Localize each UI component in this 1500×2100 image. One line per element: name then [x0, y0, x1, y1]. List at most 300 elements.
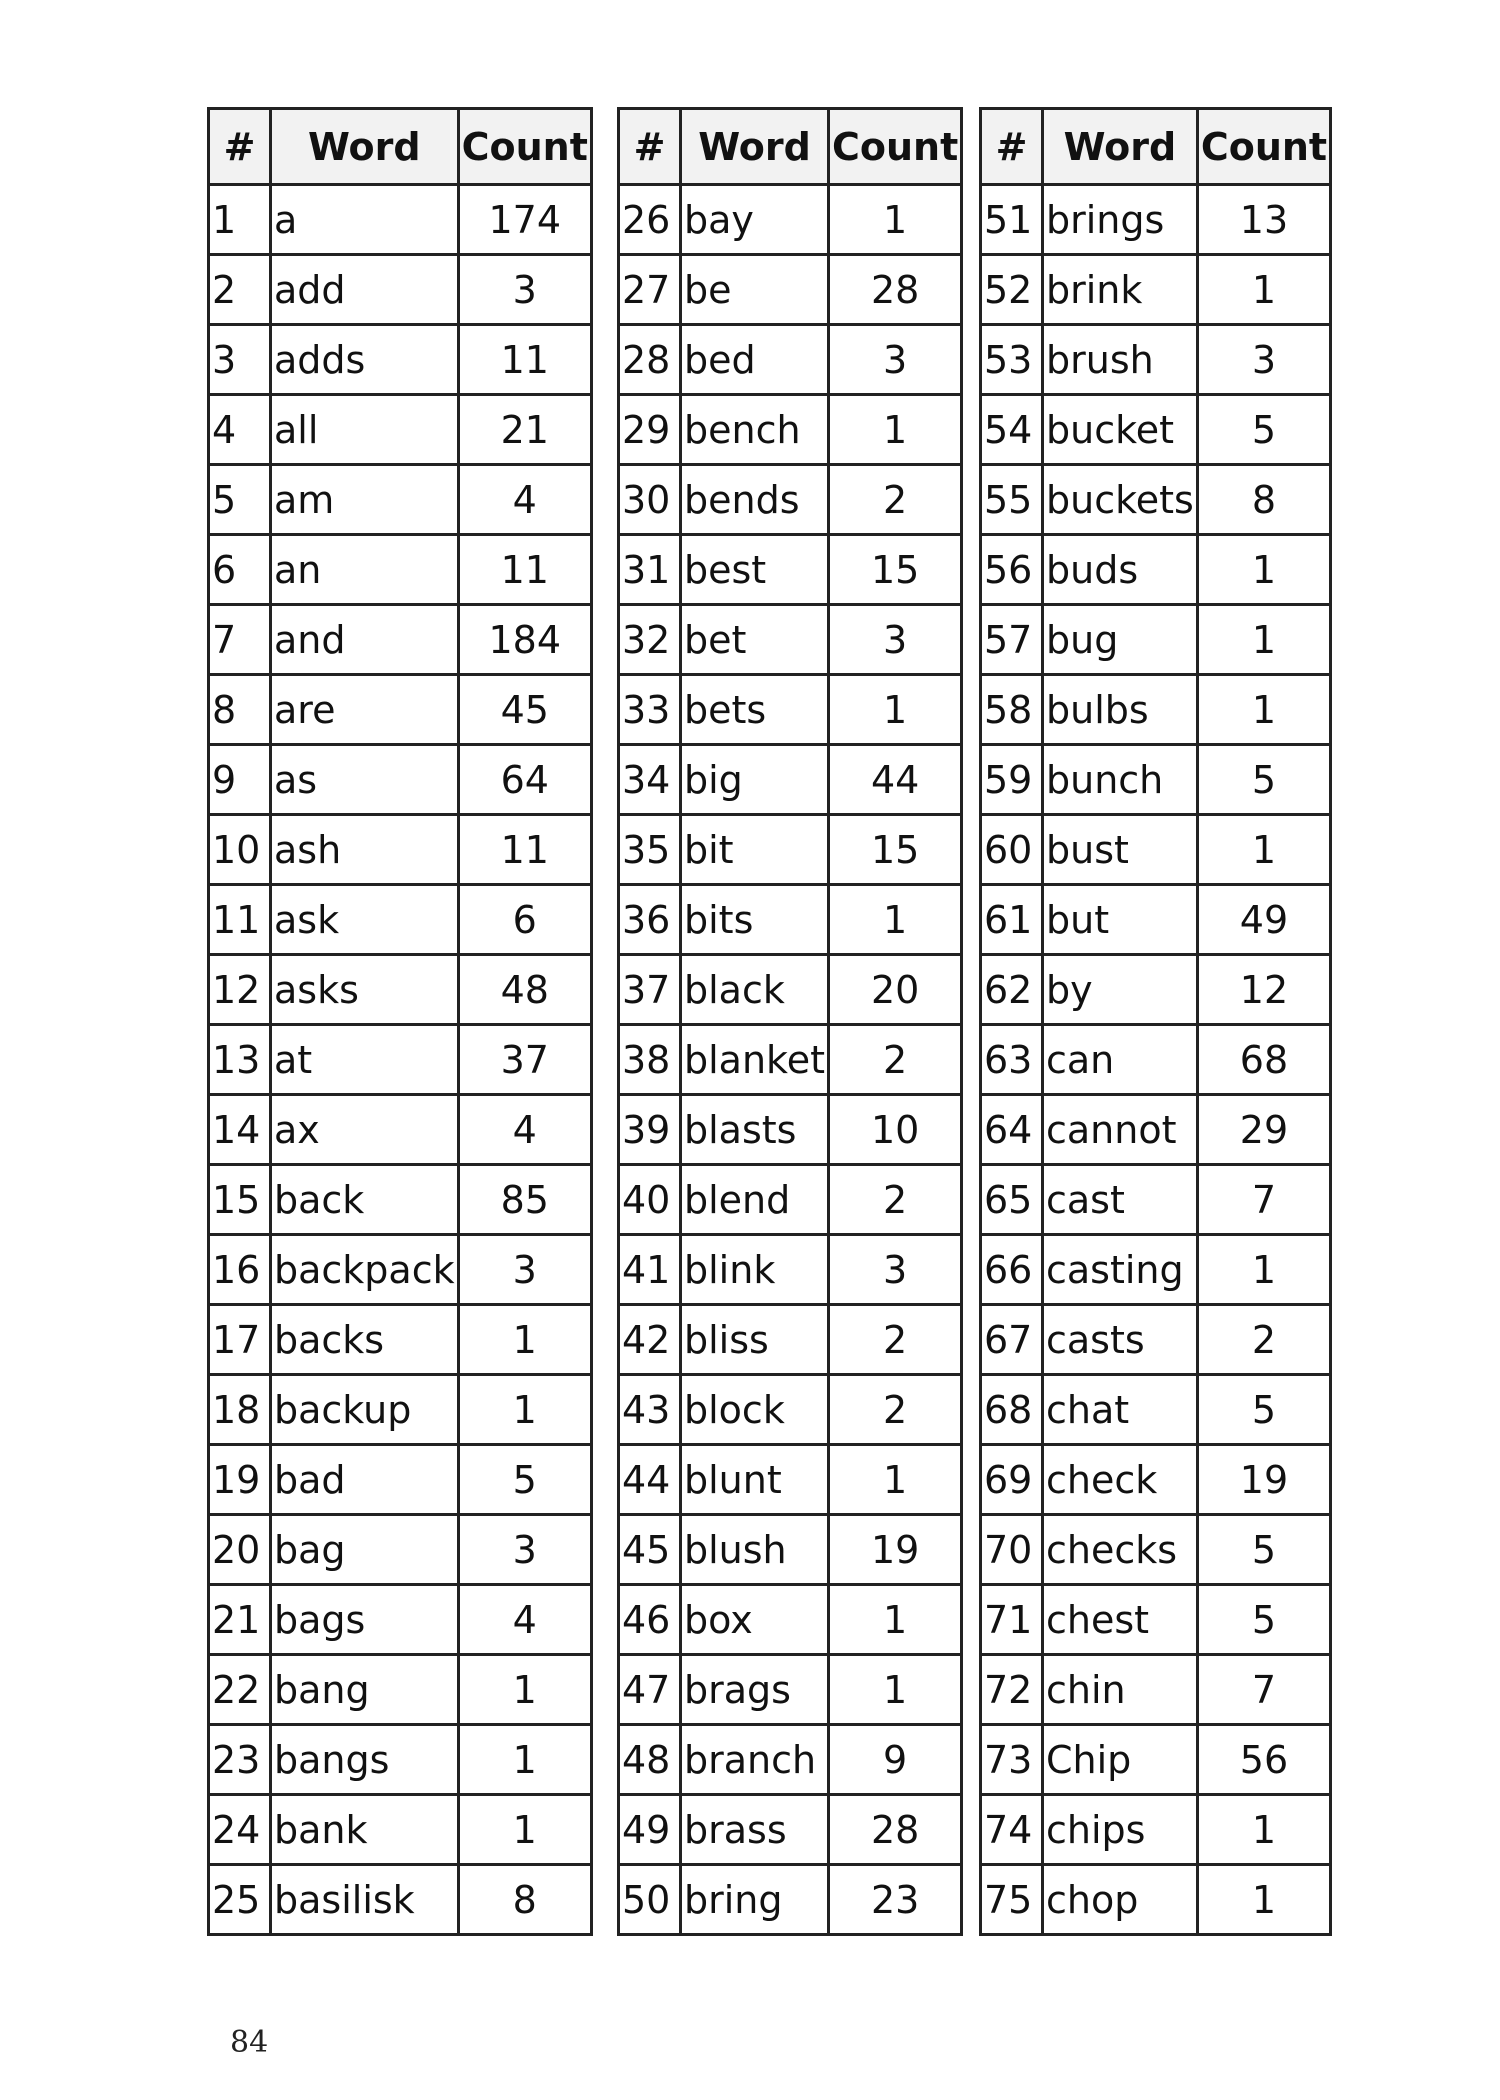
row-number: 65 [981, 1165, 1043, 1235]
table-row [209, 745, 592, 815]
table-row [619, 1655, 962, 1725]
word-cell: bet [681, 605, 829, 675]
word-cell: checks [1043, 1515, 1198, 1585]
word-cell: bed [681, 325, 829, 395]
count-cell: 15 [829, 815, 962, 885]
word-cell: backup [271, 1375, 459, 1445]
row-number: 63 [981, 1025, 1043, 1095]
count-cell: 49 [1197, 885, 1330, 955]
row-number: 24 [209, 1795, 271, 1865]
word-cell: best [681, 535, 829, 605]
word-cell: bends [681, 465, 829, 535]
table-row [981, 465, 1331, 535]
word-cell: a [271, 185, 459, 255]
table-row [209, 1305, 592, 1375]
table-row [209, 1515, 592, 1585]
count-cell: 4 [458, 465, 591, 535]
row-number: 42 [619, 1305, 681, 1375]
word-cell: bits [681, 885, 829, 955]
row-number: 20 [209, 1515, 271, 1585]
count-cell: 11 [458, 815, 591, 885]
row-number: 66 [981, 1235, 1043, 1305]
word-cell: bulbs [1043, 675, 1198, 745]
count-cell: 6 [458, 885, 591, 955]
table-row [209, 185, 592, 255]
word-cell: asks [271, 955, 459, 1025]
row-number: 62 [981, 955, 1043, 1025]
word-cell: add [271, 255, 459, 325]
word-cell: blasts [681, 1095, 829, 1165]
count-cell: 174 [458, 185, 591, 255]
row-number: 15 [209, 1165, 271, 1235]
count-cell: 2 [829, 465, 962, 535]
row-number: 67 [981, 1305, 1043, 1375]
row-number: 11 [209, 885, 271, 955]
row-number: 70 [981, 1515, 1043, 1585]
table-row [619, 1725, 962, 1795]
word-cell: can [1043, 1025, 1198, 1095]
count-cell: 5 [458, 1445, 591, 1515]
row-number: 30 [619, 465, 681, 535]
word-cell: bang [271, 1655, 459, 1725]
count-header: Count [458, 109, 591, 185]
count-cell: 1 [1197, 1235, 1330, 1305]
count-cell: 5 [1197, 1375, 1330, 1445]
row-number: 35 [619, 815, 681, 885]
row-number: 9 [209, 745, 271, 815]
row-number: 54 [981, 395, 1043, 465]
count-cell: 1 [458, 1655, 591, 1725]
count-cell: 56 [1197, 1725, 1330, 1795]
word-cell: brings [1043, 185, 1198, 255]
count-cell: 19 [1197, 1445, 1330, 1515]
row-number: 61 [981, 885, 1043, 955]
count-cell: 5 [1197, 1585, 1330, 1655]
table-row [981, 1585, 1331, 1655]
count-cell: 48 [458, 955, 591, 1025]
word-cell: as [271, 745, 459, 815]
table-row [981, 1305, 1331, 1375]
count-cell: 3 [458, 1515, 591, 1585]
row-number: 33 [619, 675, 681, 745]
table-row [981, 535, 1331, 605]
table-row [619, 1515, 962, 1585]
word-cell: blink [681, 1235, 829, 1305]
number-header: # [209, 109, 271, 185]
word-cell: ash [271, 815, 459, 885]
count-cell: 23 [829, 1865, 962, 1935]
count-cell: 3 [458, 1235, 591, 1305]
count-cell: 3 [829, 1235, 962, 1305]
word-cell: box [681, 1585, 829, 1655]
table-row [981, 1725, 1331, 1795]
word-cell: but [1043, 885, 1198, 955]
word-count-table-1 [207, 107, 593, 1936]
count-cell: 28 [829, 1795, 962, 1865]
word-cell: block [681, 1375, 829, 1445]
count-cell: 3 [829, 605, 962, 675]
row-number: 75 [981, 1865, 1043, 1935]
count-cell: 1 [829, 885, 962, 955]
table-row [209, 1795, 592, 1865]
table-row [209, 955, 592, 1025]
count-cell: 45 [458, 675, 591, 745]
word-cell: brink [1043, 255, 1198, 325]
row-number: 68 [981, 1375, 1043, 1445]
table-row [209, 1655, 592, 1725]
row-number: 28 [619, 325, 681, 395]
word-cell: bucket [1043, 395, 1198, 465]
row-number: 1 [209, 185, 271, 255]
row-number: 16 [209, 1235, 271, 1305]
count-cell: 3 [458, 255, 591, 325]
word-cell: backpack [271, 1235, 459, 1305]
table-row [619, 1165, 962, 1235]
table-header-row [209, 109, 592, 185]
word-cell: casts [1043, 1305, 1198, 1375]
count-cell: 1 [458, 1795, 591, 1865]
count-cell: 68 [1197, 1025, 1330, 1095]
word-cell: bag [271, 1515, 459, 1585]
word-cell: ask [271, 885, 459, 955]
table-row [209, 395, 592, 465]
count-cell: 1 [829, 1655, 962, 1725]
word-cell: brass [681, 1795, 829, 1865]
table-row [209, 1585, 592, 1655]
table-row [209, 675, 592, 745]
row-number: 39 [619, 1095, 681, 1165]
word-cell: am [271, 465, 459, 535]
count-cell: 1 [1197, 1795, 1330, 1865]
count-cell: 2 [829, 1025, 962, 1095]
row-number: 41 [619, 1235, 681, 1305]
table-row [619, 1235, 962, 1305]
table-row [981, 745, 1331, 815]
row-number: 74 [981, 1795, 1043, 1865]
table-row [619, 1095, 962, 1165]
word-cell: black [681, 955, 829, 1025]
word-cell: bay [681, 185, 829, 255]
table-row [981, 815, 1331, 885]
word-cell: are [271, 675, 459, 745]
count-cell: 8 [1197, 465, 1330, 535]
row-number: 18 [209, 1375, 271, 1445]
table-row [619, 1375, 962, 1445]
row-number: 17 [209, 1305, 271, 1375]
row-number: 55 [981, 465, 1043, 535]
word-cell: Chip [1043, 1725, 1198, 1795]
count-cell: 1 [829, 185, 962, 255]
table-header-row [619, 109, 962, 185]
count-cell: 8 [458, 1865, 591, 1935]
table-row [619, 325, 962, 395]
table-row [981, 185, 1331, 255]
row-number: 2 [209, 255, 271, 325]
table-row [209, 1025, 592, 1095]
count-cell: 1 [1197, 675, 1330, 745]
word-cell: bank [271, 1795, 459, 1865]
table-row [619, 675, 962, 745]
count-header: Count [1197, 109, 1330, 185]
count-cell: 3 [829, 325, 962, 395]
table-row [981, 675, 1331, 745]
row-number: 37 [619, 955, 681, 1025]
row-number: 25 [209, 1865, 271, 1935]
table-row [981, 955, 1331, 1025]
word-cell: bangs [271, 1725, 459, 1795]
row-number: 43 [619, 1375, 681, 1445]
word-cell: check [1043, 1445, 1198, 1515]
table-row [209, 1165, 592, 1235]
table-row [209, 885, 592, 955]
row-number: 32 [619, 605, 681, 675]
table-row [619, 1795, 962, 1865]
count-cell: 4 [458, 1585, 591, 1655]
row-number: 31 [619, 535, 681, 605]
count-cell: 1 [1197, 605, 1330, 675]
word-cell: at [271, 1025, 459, 1095]
word-cell: blanket [681, 1025, 829, 1095]
word-cell: and [271, 605, 459, 675]
word-cell: back [271, 1165, 459, 1235]
row-number: 60 [981, 815, 1043, 885]
row-number: 8 [209, 675, 271, 745]
word-cell: chin [1043, 1655, 1198, 1725]
count-cell: 5 [1197, 745, 1330, 815]
table-row [619, 605, 962, 675]
word-cell: basilisk [271, 1865, 459, 1935]
table-row [209, 1095, 592, 1165]
row-number: 13 [209, 1025, 271, 1095]
table-row [619, 255, 962, 325]
count-cell: 15 [829, 535, 962, 605]
row-number: 12 [209, 955, 271, 1025]
table-row [619, 1865, 962, 1935]
table-row [619, 535, 962, 605]
table-row [981, 255, 1331, 325]
table-row [619, 1445, 962, 1515]
word-cell: chips [1043, 1795, 1198, 1865]
row-number: 52 [981, 255, 1043, 325]
row-number: 64 [981, 1095, 1043, 1165]
table-row [981, 605, 1331, 675]
row-number: 49 [619, 1795, 681, 1865]
count-cell: 1 [458, 1725, 591, 1795]
row-number: 29 [619, 395, 681, 465]
table-row [619, 745, 962, 815]
count-cell: 12 [1197, 955, 1330, 1025]
count-cell: 2 [829, 1305, 962, 1375]
table-row [981, 1025, 1331, 1095]
row-number: 4 [209, 395, 271, 465]
page-number: 84 [230, 2025, 269, 2060]
table-row [619, 1585, 962, 1655]
row-number: 10 [209, 815, 271, 885]
row-number: 69 [981, 1445, 1043, 1515]
table-row [619, 395, 962, 465]
count-cell: 28 [829, 255, 962, 325]
count-cell: 19 [829, 1515, 962, 1585]
count-cell: 1 [1197, 255, 1330, 325]
word-cell: blush [681, 1515, 829, 1585]
table-row [619, 1025, 962, 1095]
row-number: 7 [209, 605, 271, 675]
table-row [209, 255, 592, 325]
word-cell: cast [1043, 1165, 1198, 1235]
row-number: 73 [981, 1725, 1043, 1795]
row-number: 56 [981, 535, 1043, 605]
count-cell: 11 [458, 325, 591, 395]
word-cell: be [681, 255, 829, 325]
count-cell: 11 [458, 535, 591, 605]
table-row [209, 1865, 592, 1935]
count-cell: 1 [829, 675, 962, 745]
row-number: 59 [981, 745, 1043, 815]
row-number: 71 [981, 1585, 1043, 1655]
word-cell: bets [681, 675, 829, 745]
row-number: 46 [619, 1585, 681, 1655]
word-cell: by [1043, 955, 1198, 1025]
row-number: 48 [619, 1725, 681, 1795]
count-cell: 85 [458, 1165, 591, 1235]
word-count-table-3 [979, 107, 1332, 1936]
number-header: # [619, 109, 681, 185]
table-row [981, 1865, 1331, 1935]
word-cell: bust [1043, 815, 1198, 885]
row-number: 45 [619, 1515, 681, 1585]
word-header: Word [271, 109, 459, 185]
table-row [209, 815, 592, 885]
table-row [209, 1235, 592, 1305]
word-cell: brags [681, 1655, 829, 1725]
word-cell: bad [271, 1445, 459, 1515]
row-number: 19 [209, 1445, 271, 1515]
word-cell: casting [1043, 1235, 1198, 1305]
row-number: 23 [209, 1725, 271, 1795]
table-row [619, 815, 962, 885]
row-number: 36 [619, 885, 681, 955]
table-row [981, 1165, 1331, 1235]
row-number: 40 [619, 1165, 681, 1235]
table-row [981, 1095, 1331, 1165]
row-number: 50 [619, 1865, 681, 1935]
row-number: 26 [619, 185, 681, 255]
word-cell: buds [1043, 535, 1198, 605]
count-cell: 9 [829, 1725, 962, 1795]
count-header: Count [829, 109, 962, 185]
row-number: 51 [981, 185, 1043, 255]
row-number: 22 [209, 1655, 271, 1725]
word-cell: bug [1043, 605, 1198, 675]
count-cell: 13 [1197, 185, 1330, 255]
row-number: 57 [981, 605, 1043, 675]
word-cell: bunch [1043, 745, 1198, 815]
count-cell: 1 [829, 395, 962, 465]
word-cell: buckets [1043, 465, 1198, 535]
table-row [209, 1375, 592, 1445]
table-row [981, 1375, 1331, 1445]
table-row [209, 605, 592, 675]
count-cell: 1 [829, 1585, 962, 1655]
count-cell: 7 [1197, 1165, 1330, 1235]
table-row [981, 1655, 1331, 1725]
table-row [619, 885, 962, 955]
table-header-row [981, 109, 1331, 185]
row-number: 27 [619, 255, 681, 325]
count-cell: 2 [1197, 1305, 1330, 1375]
count-cell: 1 [458, 1305, 591, 1375]
word-cell: all [271, 395, 459, 465]
table-row [619, 955, 962, 1025]
count-cell: 21 [458, 395, 591, 465]
table-row [209, 1445, 592, 1515]
number-header: # [981, 109, 1043, 185]
count-cell: 44 [829, 745, 962, 815]
count-cell: 1 [1197, 1865, 1330, 1935]
count-cell: 20 [829, 955, 962, 1025]
word-count-table-2 [617, 107, 963, 1936]
table-row [619, 465, 962, 535]
word-cell: bags [271, 1585, 459, 1655]
count-cell: 184 [458, 605, 591, 675]
count-cell: 1 [829, 1445, 962, 1515]
count-cell: 3 [1197, 325, 1330, 395]
count-cell: 10 [829, 1095, 962, 1165]
word-cell: brush [1043, 325, 1198, 395]
word-cell: chat [1043, 1375, 1198, 1445]
count-cell: 37 [458, 1025, 591, 1095]
row-number: 53 [981, 325, 1043, 395]
count-cell: 7 [1197, 1655, 1330, 1725]
word-cell: blunt [681, 1445, 829, 1515]
count-cell: 1 [1197, 815, 1330, 885]
word-cell: blend [681, 1165, 829, 1235]
word-header: Word [1043, 109, 1198, 185]
count-cell: 5 [1197, 1515, 1330, 1585]
table-row [619, 185, 962, 255]
row-number: 5 [209, 465, 271, 535]
table-row [209, 325, 592, 395]
row-number: 44 [619, 1445, 681, 1515]
table-row [981, 885, 1331, 955]
row-number: 3 [209, 325, 271, 395]
word-cell: big [681, 745, 829, 815]
word-cell: bring [681, 1865, 829, 1935]
table-row [981, 325, 1331, 395]
count-cell: 1 [1197, 535, 1330, 605]
word-cell: chop [1043, 1865, 1198, 1935]
word-cell: branch [681, 1725, 829, 1795]
row-number: 72 [981, 1655, 1043, 1725]
word-cell: adds [271, 325, 459, 395]
count-cell: 5 [1197, 395, 1330, 465]
word-cell: chest [1043, 1585, 1198, 1655]
table-row [981, 1795, 1331, 1865]
table-row [981, 1235, 1331, 1305]
row-number: 6 [209, 535, 271, 605]
table-row [981, 1445, 1331, 1515]
word-cell: bench [681, 395, 829, 465]
row-number: 38 [619, 1025, 681, 1095]
count-cell: 4 [458, 1095, 591, 1165]
word-cell: an [271, 535, 459, 605]
row-number: 34 [619, 745, 681, 815]
word-header: Word [681, 109, 829, 185]
word-cell: backs [271, 1305, 459, 1375]
word-cell: bit [681, 815, 829, 885]
table-row [209, 1725, 592, 1795]
row-number: 47 [619, 1655, 681, 1725]
